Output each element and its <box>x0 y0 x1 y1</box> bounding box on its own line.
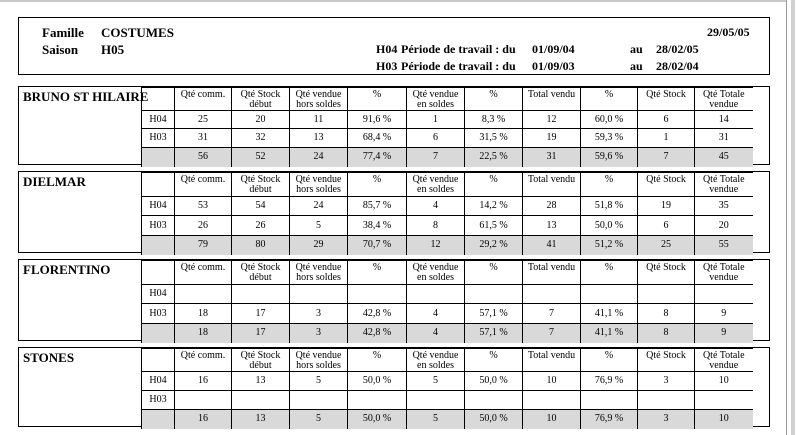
report-header <box>18 17 770 75</box>
table-row <box>142 304 753 324</box>
column-header: % <box>348 349 407 372</box>
value-cell: 59,3 % <box>581 129 638 148</box>
value-cell: 24 <box>290 197 348 216</box>
value-cell: 50,0 % <box>348 372 407 391</box>
column-header: Qté Stock début <box>232 349 290 372</box>
value-cell <box>581 285 638 304</box>
total-row <box>142 324 753 343</box>
sales-table <box>141 172 753 255</box>
brand-name: STONES <box>23 350 75 365</box>
value-cell: 42,8 % <box>348 304 407 324</box>
value-cell: 3 <box>290 304 348 324</box>
season-cell: H04 <box>142 111 175 129</box>
total-cell: 4 <box>407 324 465 343</box>
value-cell: 26 <box>232 216 290 236</box>
column-header: Qté vendue hors soldes <box>290 349 348 372</box>
total-cell: 29,2 % <box>465 236 523 255</box>
period-from: 01/09/03 <box>532 59 575 73</box>
value-cell: 1 <box>638 129 695 148</box>
total-cell: 17 <box>232 324 290 343</box>
table-row <box>142 216 753 236</box>
value-cell: 85,7 % <box>348 197 407 216</box>
column-header: Qté vendue hors soldes <box>290 173 348 197</box>
period-season: H03 <box>376 59 398 73</box>
total-cell: 5 <box>407 410 465 429</box>
value-cell <box>465 285 523 304</box>
value-cell: 4 <box>407 197 465 216</box>
value-cell: 16 <box>175 372 232 391</box>
total-cell: 57,1 % <box>465 324 523 343</box>
value-cell: 9 <box>695 304 753 324</box>
value-cell: 4 <box>407 304 465 324</box>
report-date: 29/05/05 <box>707 25 750 39</box>
total-blank-cell <box>142 324 175 343</box>
value-cell: 6 <box>638 111 695 129</box>
column-header: Qté vendue en soldes <box>407 88 465 111</box>
value-cell: 13 <box>232 372 290 391</box>
brand-section-stones <box>18 347 770 427</box>
season-cell: H03 <box>142 391 175 410</box>
total-cell: 41,1 % <box>581 324 638 343</box>
value-cell: 7 <box>523 304 581 324</box>
column-header: Qté Totale vendue <box>695 88 753 111</box>
total-cell: 25 <box>638 236 695 255</box>
value-cell: 11 <box>290 111 348 129</box>
period-to: 28/02/04 <box>656 59 699 73</box>
value-cell: 6 <box>638 216 695 236</box>
value-cell: 31 <box>175 129 232 148</box>
column-header: % <box>581 173 638 197</box>
total-cell: 29 <box>290 236 348 255</box>
value-cell: 26 <box>175 216 232 236</box>
column-header: Qté comm. <box>175 173 232 197</box>
brand-section-florentino <box>18 259 770 341</box>
value-cell: 51,8 % <box>581 197 638 216</box>
column-header: % <box>465 88 523 111</box>
column-header: % <box>465 349 523 372</box>
value-cell: 20 <box>232 111 290 129</box>
table-row <box>142 111 753 129</box>
season-cell: H03 <box>142 304 175 324</box>
sales-table <box>141 260 753 343</box>
total-cell: 55 <box>695 236 753 255</box>
period-label: Période de travail : du <box>401 59 516 73</box>
header-blank-cell <box>142 88 175 111</box>
value-cell: 91,6 % <box>348 111 407 129</box>
season-cell: H03 <box>142 129 175 148</box>
value-cell: 53 <box>175 197 232 216</box>
value-cell <box>695 285 753 304</box>
season-cell: H03 <box>142 216 175 236</box>
total-row <box>142 148 753 167</box>
saison-label: Saison <box>42 42 79 57</box>
value-cell: 41,1 % <box>581 304 638 324</box>
season-cell: H04 <box>142 197 175 216</box>
value-cell: 32 <box>232 129 290 148</box>
value-cell <box>348 391 407 410</box>
total-cell: 3 <box>290 324 348 343</box>
value-cell: 25 <box>175 111 232 129</box>
total-cell: 80 <box>232 236 290 255</box>
total-cell: 3 <box>638 410 695 429</box>
value-cell: 35 <box>695 197 753 216</box>
brand-section-bruno-st-hilaire <box>18 86 770 165</box>
table-header-row <box>142 173 753 197</box>
total-cell: 7 <box>638 148 695 167</box>
value-cell <box>638 391 695 410</box>
total-cell: 77,4 % <box>348 148 407 167</box>
total-cell: 41 <box>523 236 581 255</box>
value-cell <box>348 285 407 304</box>
value-cell: 13 <box>523 216 581 236</box>
total-cell: 52 <box>232 148 290 167</box>
brand-name: BRUNO ST HILAIRE <box>23 89 149 104</box>
value-cell: 76,9 % <box>581 372 638 391</box>
value-cell <box>407 285 465 304</box>
value-cell: 50,0 % <box>465 372 523 391</box>
column-header: Qté Stock <box>638 261 695 285</box>
period-au: au <box>630 59 643 73</box>
value-cell: 28 <box>523 197 581 216</box>
value-cell <box>407 391 465 410</box>
total-cell: 9 <box>695 324 753 343</box>
column-header: % <box>465 173 523 197</box>
column-header: % <box>348 88 407 111</box>
column-header: Qté Totale vendue <box>695 173 753 197</box>
total-cell: 24 <box>290 148 348 167</box>
value-cell: 54 <box>232 197 290 216</box>
value-cell: 50,0 % <box>581 216 638 236</box>
total-row <box>142 410 753 429</box>
period-au: au <box>630 42 643 56</box>
column-header: Qté vendue en soldes <box>407 349 465 372</box>
value-cell: 12 <box>523 111 581 129</box>
total-cell: 7 <box>407 148 465 167</box>
table-header-row <box>142 261 753 285</box>
value-cell: 31 <box>695 129 753 148</box>
total-cell: 51,2 % <box>581 236 638 255</box>
column-header: Qté Stock début <box>232 173 290 197</box>
total-cell: 16 <box>175 410 232 429</box>
column-header: % <box>465 261 523 285</box>
column-header: Total vendu <box>523 173 581 197</box>
season-cell: H04 <box>142 372 175 391</box>
column-header: % <box>348 173 407 197</box>
brand-section-dielmar <box>18 171 770 253</box>
value-cell: 8,3 % <box>465 111 523 129</box>
total-blank-cell <box>142 410 175 429</box>
column-header: Qté Stock <box>638 173 695 197</box>
value-cell <box>175 285 232 304</box>
total-blank-cell <box>142 148 175 167</box>
column-header: Total vendu <box>523 261 581 285</box>
value-cell: 68,4 % <box>348 129 407 148</box>
period-to: 28/02/05 <box>656 42 699 56</box>
value-cell: 17 <box>232 304 290 324</box>
total-cell: 56 <box>175 148 232 167</box>
total-cell: 12 <box>407 236 465 255</box>
table-header-row <box>142 88 753 111</box>
total-cell: 79 <box>175 236 232 255</box>
column-header: Qté comm. <box>175 261 232 285</box>
column-header: Total vendu <box>523 349 581 372</box>
value-cell: 10 <box>695 372 753 391</box>
period-from: 01/09/04 <box>532 42 575 56</box>
table-row <box>142 391 753 410</box>
famille-label: Famille <box>42 25 84 40</box>
header-blank-cell <box>142 173 175 197</box>
value-cell <box>638 285 695 304</box>
value-cell <box>290 285 348 304</box>
total-cell: 8 <box>638 324 695 343</box>
value-cell <box>581 391 638 410</box>
total-cell: 59,6 % <box>581 148 638 167</box>
column-header: Qté vendue hors soldes <box>290 88 348 111</box>
value-cell: 5 <box>407 372 465 391</box>
period-label: Période de travail : du <box>401 42 516 56</box>
total-cell: 76,9 % <box>581 410 638 429</box>
total-cell: 45 <box>695 148 753 167</box>
value-cell: 19 <box>638 197 695 216</box>
value-cell: 14 <box>695 111 753 129</box>
total-cell: 13 <box>232 410 290 429</box>
period-season: H04 <box>376 42 398 56</box>
value-cell: 8 <box>407 216 465 236</box>
brand-name: DIELMAR <box>23 174 86 189</box>
value-cell <box>232 285 290 304</box>
column-header: Qté comm. <box>175 88 232 111</box>
value-cell <box>523 391 581 410</box>
value-cell: 18 <box>175 304 232 324</box>
total-row <box>142 236 753 255</box>
total-cell: 7 <box>523 324 581 343</box>
value-cell <box>523 285 581 304</box>
column-header: Qté Totale vendue <box>695 261 753 285</box>
column-header: % <box>581 88 638 111</box>
total-cell: 70,7 % <box>348 236 407 255</box>
value-cell: 8 <box>638 304 695 324</box>
saison-value: H05 <box>101 42 125 57</box>
total-cell: 18 <box>175 324 232 343</box>
value-cell: 10 <box>523 372 581 391</box>
value-cell: 57,1 % <box>465 304 523 324</box>
total-cell: 31 <box>523 148 581 167</box>
total-cell: 10 <box>523 410 581 429</box>
value-cell: 38,4 % <box>348 216 407 236</box>
value-cell: 1 <box>407 111 465 129</box>
value-cell <box>232 391 290 410</box>
value-cell: 20 <box>695 216 753 236</box>
value-cell: 14,2 % <box>465 197 523 216</box>
value-cell: 19 <box>523 129 581 148</box>
column-header: Total vendu <box>523 88 581 111</box>
sales-table <box>141 348 753 429</box>
total-cell: 10 <box>695 410 753 429</box>
table-row <box>142 285 753 304</box>
column-header: Qté Stock <box>638 88 695 111</box>
value-cell: 3 <box>638 372 695 391</box>
famille-value: COSTUMES <box>101 25 174 40</box>
value-cell: 5 <box>290 372 348 391</box>
column-header: Qté Stock <box>638 349 695 372</box>
sales-table <box>141 87 753 167</box>
header-blank-cell <box>142 349 175 372</box>
table-row <box>142 197 753 216</box>
value-cell <box>695 391 753 410</box>
column-header: Qté comm. <box>175 349 232 372</box>
value-cell <box>465 391 523 410</box>
season-cell: H04 <box>142 285 175 304</box>
header-blank-cell <box>142 261 175 285</box>
total-cell: 5 <box>290 410 348 429</box>
total-cell: 50,0 % <box>465 410 523 429</box>
column-header: Qté Stock début <box>232 261 290 285</box>
total-blank-cell <box>142 236 175 255</box>
column-header: Qté vendue hors soldes <box>290 261 348 285</box>
column-header: % <box>581 349 638 372</box>
table-row <box>142 372 753 391</box>
column-header: % <box>348 261 407 285</box>
column-header: Qté Totale vendue <box>695 349 753 372</box>
column-header: Qté vendue en soldes <box>407 173 465 197</box>
table-row <box>142 129 753 148</box>
column-header: Qté Stock début <box>232 88 290 111</box>
page-top-edge <box>0 0 799 2</box>
value-cell: 5 <box>290 216 348 236</box>
value-cell: 60,0 % <box>581 111 638 129</box>
value-cell <box>290 391 348 410</box>
value-cell: 31,5 % <box>465 129 523 148</box>
column-header: Qté vendue en soldes <box>407 261 465 285</box>
page-right-edge <box>786 0 799 435</box>
value-cell <box>175 391 232 410</box>
table-header-row <box>142 349 753 372</box>
column-header: % <box>581 261 638 285</box>
total-cell: 50,0 % <box>348 410 407 429</box>
brand-name: FLORENTINO <box>23 262 111 277</box>
total-cell: 42,8 % <box>348 324 407 343</box>
total-cell: 22,5 % <box>465 148 523 167</box>
value-cell: 13 <box>290 129 348 148</box>
value-cell: 61,5 % <box>465 216 523 236</box>
value-cell: 6 <box>407 129 465 148</box>
